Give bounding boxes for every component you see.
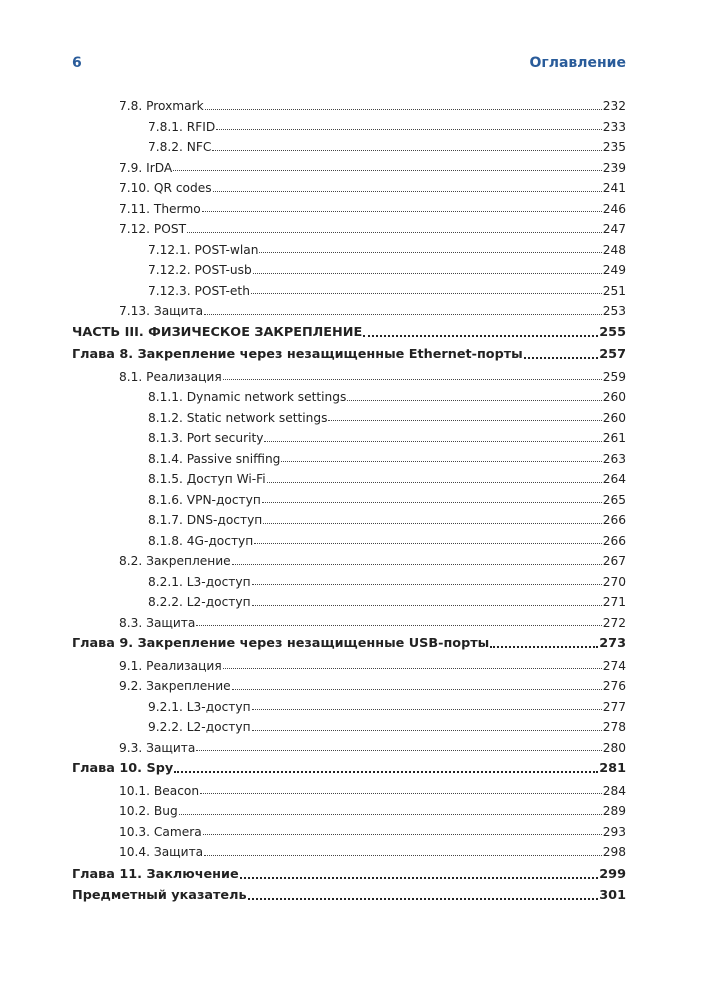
toc-entry-page: 274 — [602, 658, 626, 673]
toc-entry[interactable] — [72, 488, 626, 509]
toc-entry[interactable] — [72, 467, 626, 488]
toc-entry-page: 266 — [602, 513, 626, 528]
toc-leader-dots — [223, 668, 602, 669]
toc-leader-dots — [248, 898, 599, 900]
toc-entry-title: Глава 8. Закрепление через незащищенные Ethernet-порты — [72, 346, 523, 362]
toc-entry-page: 249 — [602, 263, 626, 278]
toc-leader-dots — [262, 502, 602, 503]
toc-entry-title: 7.10. QR codes — [119, 181, 212, 196]
toc-entry-title: 10.3. Camera — [119, 824, 202, 839]
toc-leader-dots — [232, 689, 602, 690]
page-header — [72, 52, 626, 74]
toc-entry[interactable] — [72, 508, 626, 529]
toc-entry-page: 263 — [602, 451, 626, 466]
toc-leader-dots — [490, 646, 598, 648]
toc-leader-dots — [196, 750, 601, 751]
toc-entry-page: 277 — [602, 699, 626, 714]
toc-entry-title: 10.2. Bug — [119, 804, 178, 819]
page-number: 6 — [72, 55, 82, 71]
toc-entry-page: 259 — [602, 369, 626, 384]
toc-leader-dots — [213, 191, 602, 192]
toc-entry-page: 248 — [602, 242, 626, 257]
toc-entry[interactable] — [72, 176, 626, 197]
toc-entry[interactable] — [72, 258, 626, 279]
toc-entry-title: ЧАСТЬ III. ФИЗИЧЕСКОЕ ЗАКРЕПЛЕНИЕ — [72, 325, 363, 341]
toc-entry[interactable] — [72, 299, 626, 320]
toc-leader-dots — [251, 293, 602, 294]
toc-entry[interactable] — [72, 864, 626, 885]
toc-entry[interactable] — [72, 94, 626, 115]
toc-entry-title: 10.4. Защита — [119, 845, 204, 860]
toc-entry[interactable] — [72, 590, 626, 611]
toc-entry-title: 8.3. Защита — [119, 615, 196, 630]
toc-entry-page: 278 — [602, 720, 626, 735]
toc-leader-dots — [204, 314, 602, 315]
toc-leader-dots — [196, 625, 601, 626]
toc-entry[interactable] — [72, 197, 626, 218]
toc-entry[interactable] — [72, 238, 626, 259]
toc-entry-title: 8.1.5. Доступ Wi-Fi — [148, 472, 266, 487]
toc-entry-page: 267 — [602, 554, 626, 569]
toc-entry[interactable] — [72, 715, 626, 736]
toc-leader-dots — [252, 709, 602, 710]
toc-leader-dots — [202, 211, 602, 212]
toc-entry[interactable] — [72, 736, 626, 757]
toc-entry[interactable] — [72, 217, 626, 238]
toc-entry-title: 8.1.8. 4G-доступ — [148, 533, 254, 548]
toc-entry-page: 233 — [602, 119, 626, 134]
toc-entry-page: 271 — [602, 595, 626, 610]
toc-leader-dots — [203, 834, 602, 835]
toc-entry[interactable] — [72, 570, 626, 591]
toc-entry-page: 241 — [602, 181, 626, 196]
toc-entry-title: 10.1. Beacon — [119, 783, 200, 798]
toc-entry[interactable] — [72, 884, 626, 905]
toc-entry-title: 7.12.2. POST-usb — [148, 263, 252, 278]
toc-entry-title: 8.1.7. DNS-доступ — [148, 513, 263, 528]
toc-entry[interactable] — [72, 322, 626, 343]
toc-entry-page: 301 — [599, 887, 626, 903]
toc-entry-title: 7.9. IrDA — [119, 160, 173, 175]
toc-leader-dots — [263, 523, 601, 524]
toc-entry-page: 251 — [602, 283, 626, 298]
toc-entry[interactable] — [72, 447, 626, 468]
toc-leader-dots — [240, 877, 599, 879]
toc-leader-dots — [179, 814, 602, 815]
toc-entry[interactable] — [72, 840, 626, 861]
toc-leader-dots — [187, 232, 602, 233]
toc-leader-dots — [281, 461, 601, 462]
toc-entry-title: 7.11. Thermo — [119, 201, 201, 216]
toc-entry[interactable] — [72, 365, 626, 386]
toc-entry[interactable] — [72, 529, 626, 550]
toc-entry-title: Глава 11. Заключение — [72, 867, 239, 883]
toc-entry-page: 265 — [602, 492, 626, 507]
toc-leader-dots — [173, 170, 601, 171]
toc-entry-page: 289 — [602, 804, 626, 819]
toc-entry[interactable] — [72, 279, 626, 300]
toc-leader-dots — [205, 109, 602, 110]
toc-leader-dots — [328, 420, 601, 421]
toc-entry-title: 7.8.2. NFC — [148, 140, 212, 155]
toc-entry-page: 260 — [602, 410, 626, 425]
toc-entry[interactable] — [72, 385, 626, 406]
toc-entry-title: 8.1.2. Static network settings — [148, 410, 328, 425]
toc-entry-title: 7.13. Защита — [119, 304, 204, 319]
toc-entry-title: Предметный указатель — [72, 887, 247, 903]
toc-entry-title: 8.1. Реализация — [119, 369, 222, 384]
toc-entry-title: 9.1. Реализация — [119, 658, 222, 673]
toc-leader-dots — [200, 793, 602, 794]
toc-entry[interactable] — [72, 135, 626, 156]
toc-entry[interactable] — [72, 343, 626, 364]
toc-entry-page: 280 — [602, 740, 626, 755]
toc-entry-page: 260 — [602, 390, 626, 405]
toc-entry[interactable] — [72, 115, 626, 136]
toc-entry-title: 9.2.2. L2-доступ — [148, 720, 251, 735]
section-title: Оглавление — [529, 55, 626, 71]
toc-entry-title: 8.1.1. Dynamic network settings — [148, 390, 347, 405]
toc-leader-dots — [253, 273, 602, 274]
toc-entry-title: 7.8.1. RFID — [148, 119, 216, 134]
toc-leader-dots — [232, 564, 602, 565]
toc-entry-page: 257 — [599, 346, 626, 362]
toc-entry[interactable] — [72, 779, 626, 800]
toc-leader-dots — [204, 855, 602, 856]
toc-leader-dots — [174, 771, 598, 773]
toc-leader-dots — [264, 441, 601, 442]
toc-entry-page: 253 — [602, 304, 626, 319]
toc-entry-page: 264 — [602, 472, 626, 487]
toc-entry[interactable] — [72, 820, 626, 841]
toc-entry-title: 7.12. POST — [119, 222, 187, 237]
toc-entry-page: 270 — [602, 574, 626, 589]
table-of-contents — [72, 94, 626, 905]
toc-entry-title: 7.12.3. POST-eth — [148, 283, 250, 298]
toc-entry[interactable] — [72, 426, 626, 447]
toc-entry-page: 299 — [599, 867, 626, 883]
toc-entry-title: 9.3. Защита — [119, 740, 196, 755]
toc-entry-title: 8.2. Закрепление — [119, 554, 231, 569]
toc-entry-page: 281 — [599, 760, 626, 776]
toc-leader-dots — [267, 482, 602, 483]
toc-leader-dots — [524, 357, 599, 359]
toc-entry-page: 235 — [602, 140, 626, 155]
toc-entry-page: 276 — [602, 679, 626, 694]
toc-leader-dots — [212, 150, 601, 151]
toc-entry-title: 8.2.2. L2-доступ — [148, 595, 251, 610]
toc-entry[interactable] — [72, 632, 626, 653]
toc-entry-page: 298 — [602, 845, 626, 860]
toc-entry-page: 239 — [602, 160, 626, 175]
toc-entry-title: 7.12.1. POST-wlan — [148, 242, 259, 257]
toc-entry-title: Глава 10. Spy — [72, 760, 174, 776]
toc-entry[interactable] — [72, 674, 626, 695]
toc-entry-page: 246 — [602, 201, 626, 216]
toc-entry-page: 255 — [599, 325, 626, 341]
toc-entry[interactable] — [72, 654, 626, 675]
toc-entry-page: 293 — [602, 824, 626, 839]
toc-leader-dots — [252, 605, 602, 606]
toc-entry-title: 8.2.1. L3-доступ — [148, 574, 251, 589]
toc-entry-page: 266 — [602, 533, 626, 548]
toc-entry[interactable] — [72, 406, 626, 427]
toc-entry-page: 232 — [602, 99, 626, 114]
toc-leader-dots — [216, 129, 602, 130]
toc-entry-title: 8.1.4. Passive sniffing — [148, 451, 281, 466]
toc-leader-dots — [252, 730, 602, 731]
toc-leader-dots — [254, 543, 602, 544]
toc-entry-title: 9.2.1. L3-доступ — [148, 699, 251, 714]
toc-entry-page: 284 — [602, 783, 626, 798]
toc-entry[interactable] — [72, 695, 626, 716]
toc-entry[interactable] — [72, 549, 626, 570]
toc-entry[interactable] — [72, 156, 626, 177]
toc-entry-title: Глава 9. Закрепление через незащищенные USB-порты — [72, 635, 490, 651]
toc-leader-dots — [347, 400, 601, 401]
toc-leader-dots — [223, 379, 602, 380]
toc-entry-title: 8.1.3. Port security — [148, 431, 264, 446]
toc-leader-dots — [363, 335, 598, 337]
toc-entry[interactable] — [72, 799, 626, 820]
toc-entry[interactable] — [72, 611, 626, 632]
toc-entry-page: 272 — [602, 615, 626, 630]
toc-entry-page: 273 — [599, 635, 626, 651]
toc-entry-page: 247 — [602, 222, 626, 237]
toc-leader-dots — [252, 584, 602, 585]
toc-entry[interactable] — [72, 757, 626, 778]
toc-entry-page: 261 — [602, 431, 626, 446]
toc-leader-dots — [259, 252, 601, 253]
toc-entry-title: 8.1.6. VPN-доступ — [148, 492, 261, 507]
toc-entry-title: 7.8. Proxmark — [119, 99, 204, 114]
toc-entry-title: 9.2. Закрепление — [119, 679, 231, 694]
